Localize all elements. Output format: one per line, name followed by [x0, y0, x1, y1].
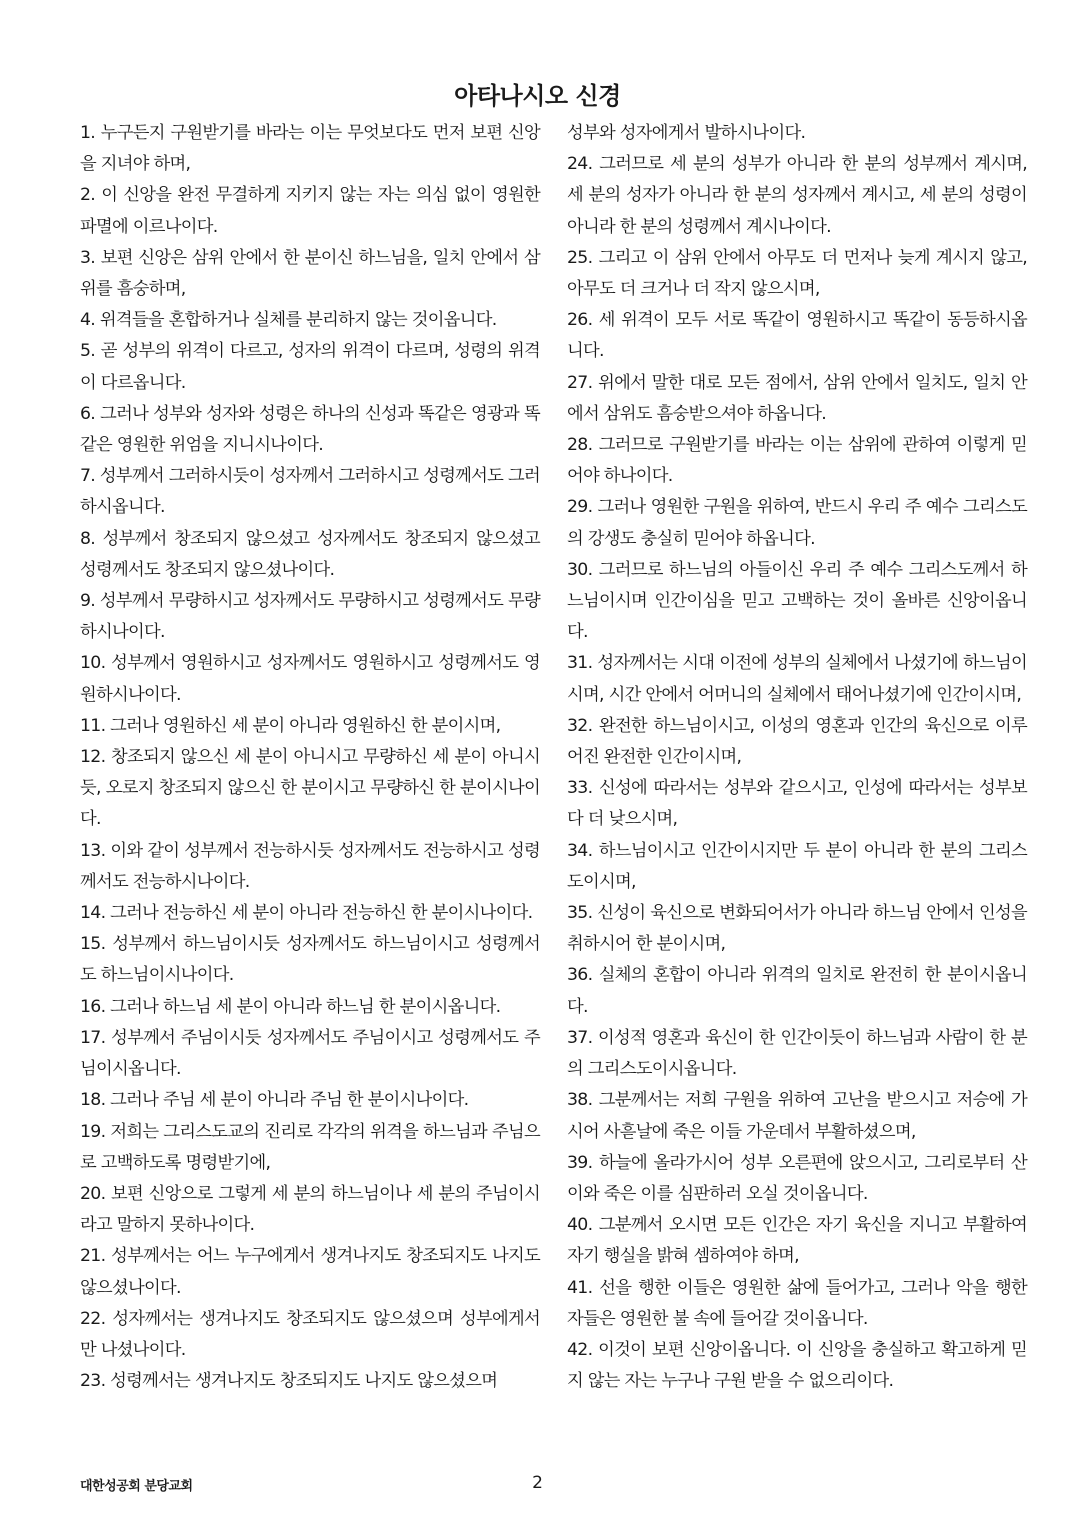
creed-article: 12. 창조되지 않으신 세 분이 아니시고 무량하신 세 분이 아니시듯, 오로지 창조되지 않으신 한 분이시고 무량하신 한 분이시나이다.	[80, 747, 540, 830]
footer-church-name: 대한성공회 분당교회	[80, 1479, 193, 1494]
creed-article: 40. 그분께서 오시면 모든 인간은 자기 육신을 지니고 부활하여 자기 행실을 밝혀 셈하여야 하며,	[567, 1215, 1027, 1267]
creed-article: 6. 그러나 성부와 성자와 성령은 하나의 신성과 똑같은 영광과 똑같은 영원한 위엄을 지니시나이다.	[80, 403, 540, 456]
creed-article: 7. 성부께서 그러하시듯이 성자께서 그러하시고 성령께서도 그러하시옵니다.	[80, 466, 540, 518]
creed-article: 27. 위에서 말한 대로 모든 점에서, 삼위 안에서 일치도, 일치 안에서 삼위도 흠숭받으셔야 하옵니다.	[567, 372, 1027, 424]
creed-article: 17. 성부께서 주님이시듯 성자께서도 주님이시고 성령께서도 주님이시옵니다.	[80, 1027, 540, 1080]
creed-article: 11. 그러나 영원하신 세 분이 아니라 영원하신 한 분이시며,	[80, 715, 501, 736]
creed-article: 39. 하늘에 올라가시어 성부 오른편에 앉으시고, 그리로부터 산 이와 죽은 이를 심판하러 오실 것이옵니다.	[567, 1152, 1027, 1204]
creed-article: 38. 그분께서는 저희 구원을 위하여 고난을 받으시고 저승에 가시어 사흗날에 죽은 이들 가운데서 부활하셨으며,	[567, 1090, 1027, 1142]
creed-article: 34. 하느님이시고 인간이시지만 두 분이 아니라 한 분의 그리스도이시며,	[567, 840, 1027, 892]
creed-article: 32. 완전한 하느님이시고, 이성의 영혼과 인간의 육신으로 이루어진 완전한 인간이시며,	[567, 715, 1027, 768]
creed-article: 5. 곧 성부의 위격이 다르고, 성자의 위격이 다르며, 성령의 위격이 다르옵니다.	[80, 341, 540, 393]
creed-article: 33. 신성에 따라서는 성부와 같으시고, 인성에 따라서는 성부보다 더 낮으시며,	[567, 778, 1027, 830]
creed-article: 37. 이성적 영혼과 육신이 한 인간이듯이 하느님과 사람이 한 분의 그리스도이시옵니다.	[567, 1027, 1027, 1080]
page-title: 아타나시오 신경	[454, 82, 621, 111]
creed-article: 30. 그러므로 하느님의 아들이신 우리 주 예수 그리스도께서 하느님이시며 인간이심을 믿고 고백하는 것이 올바른 신앙이옵니다.	[567, 559, 1027, 643]
creed-article: 15. 성부께서 하느님이시듯 성자께서도 하느님이시고 성령께서도 하느님이시나이다.	[80, 934, 540, 986]
creed-article: 20. 보편 신앙으로 그렇게 세 분의 하느님이나 세 분의 주님이시라고 말하지 못하나이다.	[80, 1183, 540, 1236]
right-column	[567, 118, 1027, 1397]
creed-article: 25. 그리고 이 삼위 안에서 아무도 더 먼저나 늦게 계시지 않고, 아무도 더 크거나 더 작지 않으시며,	[567, 247, 1027, 300]
creed-article: 24. 그러므로 세 분의 성부가 아니라 한 분의 성부께서 계시며, 세 분의 성자가 아니라 한 분의 성자께서 계시고, 세 분의 성령이 아니라 한 분의 성령께서 계시나이다.	[567, 154, 1027, 237]
left-column	[80, 118, 540, 1397]
creed-article: 8. 성부께서 창조되지 않으셨고 성자께서도 창조되지 않으셨고 성령께서도 창조되지 않으셨나이다.	[80, 528, 540, 580]
creed-article: 18. 그러나 주님 세 분이 아니라 주님 한 분이시나이다.	[80, 1090, 469, 1111]
creed-article: 26. 세 위격이 모두 서로 똑같이 영원하시고 똑같이 동등하시옵니다.	[567, 310, 1027, 362]
creed-article: 19. 저희는 그리스도교의 진리로 각각의 위격을 하느님과 주님으로 고백하도록 명령받기에,	[80, 1121, 540, 1173]
creed-article: 36. 실체의 혼합이 아니라 위격의 일치로 완전히 한 분이시옵니다.	[567, 965, 1027, 1017]
creed-article: 3. 보편 신앙은 삼위 안에서 한 분이신 하느님을, 일치 안에서 삼위를 흠숭하며,	[80, 247, 540, 300]
page-number: 2	[532, 1473, 543, 1493]
creed-article: 14. 그러나 전능하신 세 분이 아니라 전능하신 한 분이시나이다.	[80, 903, 533, 924]
creed-article: 29. 그러나 영원한 구원을 위하여, 반드시 우리 주 예수 그리스도의 강생도 충실히 믿어야 하옵니다.	[567, 497, 1027, 549]
creed-article: 35. 신성이 육신으로 변화되어서가 아니라 하느님 안에서 인성을 취하시어 한 분이시며,	[567, 903, 1027, 955]
creed-article: 28. 그러므로 구원받기를 바라는 이는 삼위에 관하여 이렇게 믿어야 하나이다.	[567, 435, 1027, 487]
creed-article: 9. 성부께서 무량하시고 성자께서도 무량하시고 성령께서도 무량하시나이다.	[80, 591, 540, 643]
creed-article: 10. 성부께서 영원하시고 성자께서도 영원하시고 성령께서도 영원하시나이다.	[80, 653, 540, 705]
creed-article: 2. 이 신앙을 완전 무결하게 지키지 않는 자는 의심 없이 영원한 파멸에 이르나이다.	[80, 185, 540, 237]
creed-article: 성부와 성자에게서 발하시나이다.	[567, 123, 806, 143]
creed-article: 13. 이와 같이 성부께서 전능하시듯 성자께서도 전능하시고 성령께서도 전능하시나이다.	[80, 840, 540, 892]
creed-article: 1. 누구든지 구원받기를 바라는 이는 무엇보다도 먼저 보편 신앙을 지녀야 하며,	[80, 123, 540, 175]
creed-article: 23. 성령께서는 생겨나지도 창조되지도 나지도 않으셨으며	[80, 1371, 498, 1392]
creed-article: 4. 위격들을 혼합하거나 실체를 분리하지 않는 것이옵니다.	[80, 310, 497, 331]
creed-article: 41. 선을 행한 이들은 영원한 삶에 들어가고, 그러나 악을 행한 자들은 영원한 불 속에 들어갈 것이옵니다.	[567, 1277, 1027, 1329]
creed-article: 42. 이것이 보편 신앙이옵니다. 이 신앙을 충실하고 확고하게 믿지 않는 자는 누구나 구원 받을 수 없으리이다.	[567, 1339, 1027, 1392]
creed-article: 31. 성자께서는 시대 이전에 성부의 실체에서 나셨기에 하느님이시며, 시간 안에서 어머니의 실체에서 태어나셨기에 인간이시며,	[567, 653, 1027, 705]
creed-article: 16. 그러나 하느님 세 분이 아니라 하느님 한 분이시옵니다.	[80, 996, 501, 1017]
creed-article: 22. 성자께서는 생겨나지도 창조되지도 않으셨으며 성부에게서만 나셨나이다.	[80, 1308, 540, 1360]
creed-article: 21. 성부께서는 어느 누구에게서 생겨나지도 창조되지도 나지도 않으셨나이다.	[80, 1246, 540, 1298]
